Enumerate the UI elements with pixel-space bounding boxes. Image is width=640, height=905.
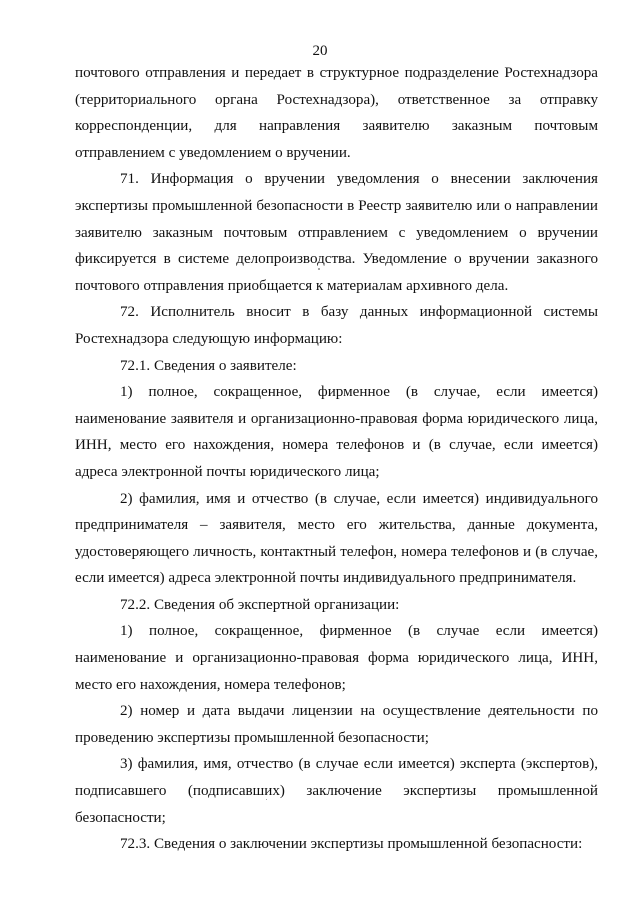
- paragraph-72: 72. Исполнитель вносит в базу данных информационной системы Ростехнадзора следующую информацию:: [75, 304, 598, 347]
- scan-speck: [318, 268, 320, 270]
- paragraph-72-1-item-2: 2) фамилия, имя и отчество (в случае, если имеется) индивидуального предпринимателя – заявителя, место его жительства, данные документа, удостоверяющего личность, контактный телефон, номера телефонов и (в случае, если имеется) адреса электронной почты индивидуального предпринимателя.: [75, 490, 598, 587]
- document-body: [75, 60, 598, 858]
- section-heading-72-2: 72.2. Сведения об экспертной организации:: [120, 596, 400, 613]
- paragraph-71: 71. Информация о вручении уведомления о внесении заключения экспертизы промышленной безопасности в Реестр заявителю или о направлении заявителю заказным почтовым отправлением с уведомлением о вручении фиксируется в системе делопроизводства. Уведомление о вручении заказного почтового отправления приобщается к материалам архивного дела.: [75, 171, 598, 294]
- section-heading-72-3: 72.3. Сведения о заключении экспертизы промышленной безопасности:: [120, 836, 583, 853]
- scan-speck: [266, 799, 267, 800]
- paragraph-72-2-item-2: 2) номер и дата выдачи лицензии на осуществление деятельности по проведению экспертизы промышленной безопасности;: [75, 703, 598, 746]
- paragraph-72-1-item-1: 1) полное, сокращенное, фирменное (в случае, если имеется) наименование заявителя и организационно-правовая форма юридического лица, ИНН, место его нахождения, номера телефонов и (в случае, если имеется) адреса электронной почты юридического лица;: [75, 384, 598, 480]
- page-number: 20: [312, 43, 328, 59]
- paragraph-continuation: почтового отправления и передает в структурное подразделение Ростехнадзора (территориального органа Ростехнадзора), ответственное за отправку корреспонденции, для направления заявителю заказным почтовым отправлением с уведомлением о вручении.: [75, 65, 598, 161]
- paragraph-72-2-item-3: 3) фамилия, имя, отчество (в случае если имеется) эксперта (экспертов), подписавшего (подписавших) заключение экспертизы промышленной безопасности;: [75, 756, 598, 826]
- paragraph-72-2-item-1: 1) полное, сокращенное, фирменное (в случае если имеется) наименование и организационно-правовая форма юридического лица, ИНН, место его нахождения, номера телефонов;: [75, 623, 598, 693]
- section-heading-72-1: 72.1. Сведения о заявителе:: [120, 357, 297, 374]
